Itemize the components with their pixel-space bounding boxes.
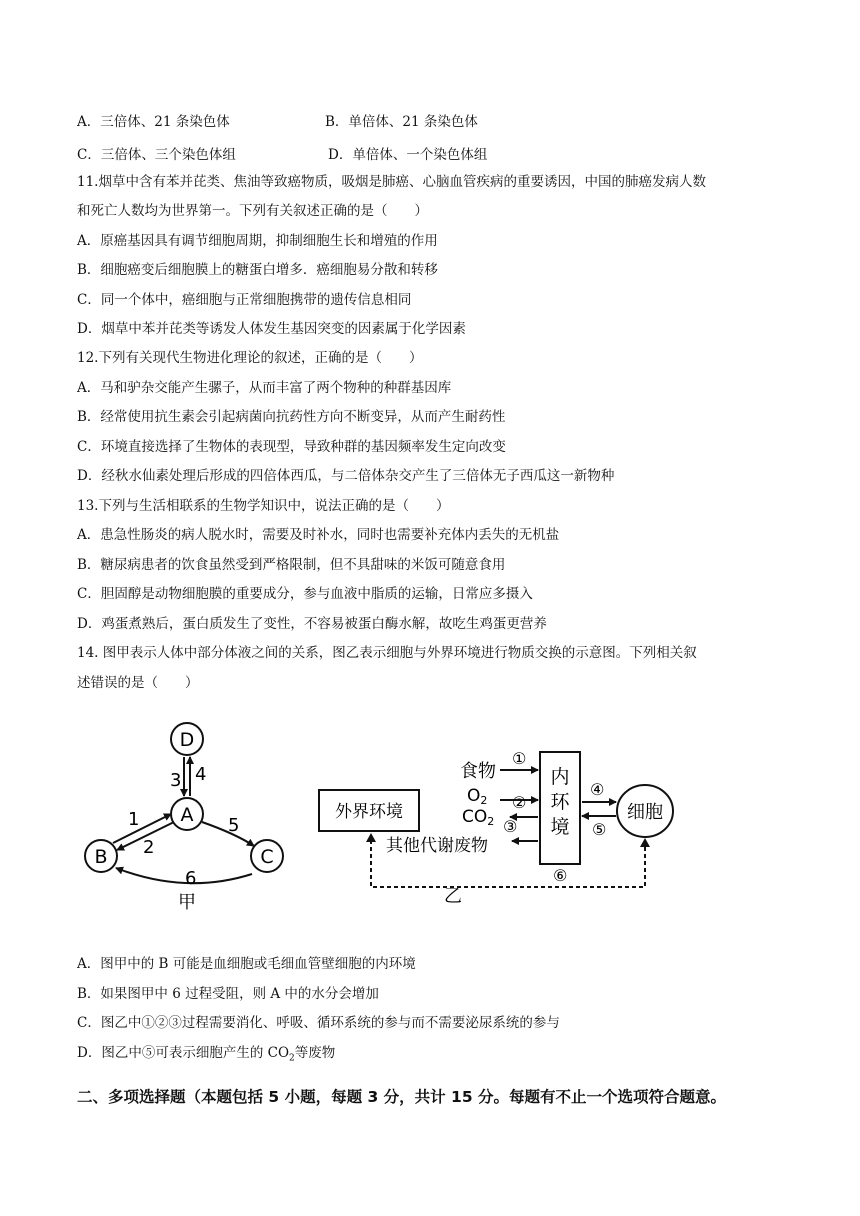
label-6: 6 — [185, 868, 197, 889]
q14-option-c: C．图乙中①②③过程需要消化、呼吸、循环系统的参与而不需要泌尿系统的参与 — [77, 1015, 560, 1031]
circle-4: ④ — [590, 780, 605, 799]
q11-option-a: A．原癌基因具有调节细胞周期，抑制细胞生长和增殖的作用 — [77, 233, 438, 249]
q13-option-d: D．鸡蛋煮熟后，蛋白质发生了变性，不容易被蛋白酶水解，故吃生鸡蛋更营养 — [77, 616, 547, 632]
q12-stem: 12.下列有关现代生物进化理论的叙述，正确的是（ ） — [77, 350, 423, 366]
q10-option-d: D．单倍体、一个染色体组 — [328, 147, 488, 163]
q12-option-a: A．马和驴杂交能产生骡子，从而丰富了两个物种的种群基因库 — [77, 380, 452, 396]
outer-env-label: 外界环境 — [335, 802, 403, 822]
cell-label: 细胞 — [627, 802, 663, 823]
section2-heading: 二、多项选择题（本题包括 5 小题，每题 3 分，共计 15 分。每题有不止一个选项符合题意。 — [77, 1088, 727, 1106]
node-c-label: C — [260, 846, 274, 868]
dashed-arrowhead-left — [366, 833, 376, 842]
caption-yi: 乙 — [444, 886, 462, 905]
co2-label — [462, 807, 494, 828]
q10-option-c: C．三倍体、三个染色体组 — [77, 147, 236, 163]
diagram-yi — [310, 735, 685, 905]
q11-stem-line1: 11.烟草中含有苯并芘类、焦油等致癌物质，吸烟是肺癌、心脑血管疾病的重要诱因，中国的肺癌发病人数 — [77, 174, 706, 190]
node-d-label: D — [179, 729, 195, 751]
co2-sub: 2 — [487, 815, 495, 828]
q14-stem-line2: 述错误的是（ ） — [77, 675, 199, 691]
inner-env-char-3: 境 — [550, 816, 570, 838]
circle-6: ⑥ — [553, 866, 568, 885]
q11-option-d: D．烟草中苯并芘类等诱发人体发生基因突变的因素属于化学因素 — [77, 321, 466, 337]
node-b-label: B — [94, 846, 108, 868]
label-5: 5 — [228, 815, 240, 836]
caption-jia: 甲 — [178, 892, 196, 913]
q14-option-b: B．如果图甲中 6 过程受阻，则 A 中的水分会增加 — [77, 986, 379, 1002]
o2-sub: 2 — [480, 794, 488, 807]
node-a-label: A — [180, 804, 194, 826]
q11-option-b: B．细胞癌变后细胞膜上的糖蛋白增多．癌细胞易分散和转移 — [77, 262, 438, 278]
q14-option-d-main: D．图乙中⑤可表示细胞产生的 CO — [77, 1045, 290, 1061]
q13-option-a: A．患急性肠炎的病人脱水时，需要及时补水，同时也需要补充体内丢失的无机盐 — [77, 527, 560, 543]
q10-option-a: A．三倍体、21 条染色体 — [77, 114, 230, 130]
q14-option-d-sub: 2 — [289, 1053, 295, 1064]
o2-main: O — [467, 786, 481, 806]
q11-stem-line2: 和死亡人数均为世界第一。下列有关叙述正确的是（ ） — [77, 203, 428, 219]
dashed-arrowhead-right — [640, 838, 650, 847]
label-1: 1 — [128, 809, 140, 830]
waste-label: 其他代谢废物 — [386, 836, 488, 856]
food-label: 食物 — [460, 761, 496, 782]
circle-1: ① — [512, 749, 527, 768]
q14-option-a: A．图甲中的 B 可能是血细胞或毛细血管壁细胞的内环境 — [77, 956, 416, 972]
inner-env-char-2: 环 — [550, 791, 570, 813]
arrow-6 — [116, 868, 252, 883]
q12-option-d: D．经秋水仙素处理后形成的四倍体西瓜，与二倍体杂交产生了三倍体无子西瓜这一新物种 — [77, 468, 615, 484]
q13-option-c: C．胆固醇是动物细胞膜的重要成分，参与血液中脂质的运输，日常应多摄入 — [77, 586, 533, 602]
label-4: 4 — [195, 764, 207, 785]
co2-main: CO — [462, 807, 488, 827]
inner-env-char-1: 内 — [550, 766, 570, 788]
label-3: 3 — [170, 770, 182, 791]
q14-option-d-tail: 等废物 — [294, 1045, 336, 1061]
q13-stem: 13.下列与生活相联系的生物学知识中，说法正确的是（ ） — [77, 498, 450, 514]
q13-option-b: B．糖尿病患者的饮食虽然受到严格限制，但不具甜味的米饭可随意食用 — [77, 557, 506, 573]
circle-5: ⑤ — [592, 820, 607, 839]
o2-label — [467, 786, 487, 807]
q10-option-b: B．单倍体、21 条染色体 — [325, 114, 478, 130]
q14-option-d — [77, 1044, 335, 1068]
diagram-jia — [80, 718, 300, 918]
q11-option-c: C．同一个体中，癌细胞与正常细胞携带的遗传信息相同 — [77, 292, 412, 308]
label-2: 2 — [143, 837, 155, 858]
circle-3: ③ — [503, 817, 518, 836]
circle-2: ② — [512, 793, 527, 812]
q12-option-c: C．环境直接选择了生物体的表现型，导致种群的基因频率发生定向改变 — [77, 439, 506, 455]
q12-option-b: B．经常使用抗生素会引起病菌向抗药性方向不断变异，从而产生耐药性 — [77, 409, 506, 425]
q14-stem-line1: 14. 图甲表示人体中部分体液之间的关系，图乙表示细胞与外界环境进行物质交换的示意图。下列相关叙 — [77, 645, 697, 661]
